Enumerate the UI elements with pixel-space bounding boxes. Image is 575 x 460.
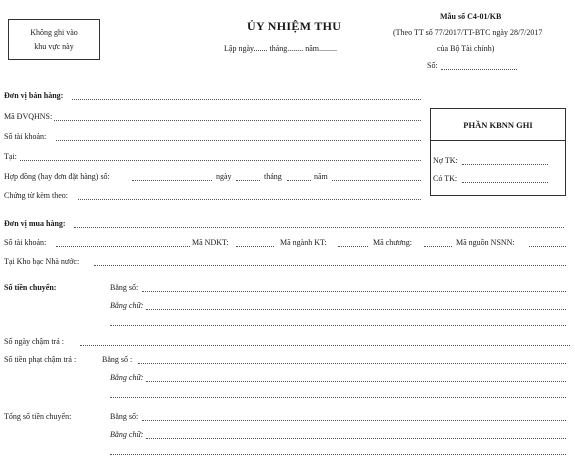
credit-field[interactable] (462, 182, 548, 183)
contract-label: Hợp đồng (hay đơn đặt hàng) số: (4, 172, 110, 181)
contract-year-label: năm (314, 172, 328, 181)
seller-at-label: Tại: (4, 152, 17, 161)
buyer-name-field[interactable] (74, 227, 564, 228)
document-title: ỦY NHIỆM THU (247, 19, 342, 33)
contract-day-label: ngày (216, 172, 232, 181)
total-in-numbers-field[interactable] (142, 420, 566, 421)
chapter-field[interactable] (424, 246, 452, 247)
regulation-ref: (Theo TT số 77/2017/TT-BTC ngày 28/7/2017 (393, 28, 543, 37)
total-transfer-label: Tổng số tiền chuyển: (4, 412, 72, 421)
budget-source-field[interactable] (529, 246, 566, 247)
late-days-label: Số ngày chậm trả : (4, 337, 64, 346)
transfer-in-words-field-2[interactable] (110, 325, 566, 326)
seller-name-field[interactable] (72, 99, 421, 100)
attached-docs-label: Chứng từ kèm theo: (4, 191, 68, 200)
late-penalty-in-words-field[interactable] (146, 381, 566, 382)
transfer-in-numbers-field[interactable] (142, 291, 566, 292)
number-label: Số: (427, 61, 438, 70)
late-penalty-in-numbers-field[interactable] (138, 363, 566, 364)
late-penalty-in-words-label: Bằng chữ: (110, 373, 144, 382)
transfer-in-words-label: Bằng chữ: (110, 301, 144, 310)
total-in-numbers-label: Bằng số: (110, 412, 139, 421)
contract-day-field[interactable] (236, 180, 260, 181)
economic-sector-field[interactable] (338, 246, 368, 247)
credit-label: Có TK: (433, 174, 458, 183)
seller-section-label: Đơn vị bán hàng: (4, 91, 64, 100)
seller-account-field[interactable] (56, 140, 421, 141)
transfer-in-numbers-label: Bằng số: (110, 283, 139, 292)
form-code: Mẫu số C4-01/KB (440, 12, 502, 21)
contract-year-field[interactable] (332, 180, 421, 181)
seller-account-label: Số tài khoản: (4, 132, 47, 141)
treasury-label: Tại Kho bạc Nhà nước: (4, 257, 80, 266)
not-for-writing-line2: khu vực này (34, 42, 74, 51)
total-in-words-field-2[interactable] (110, 454, 566, 455)
attached-docs-field[interactable] (78, 199, 421, 200)
total-in-words-field[interactable] (146, 438, 566, 439)
total-in-words-label: Bằng chữ: (110, 430, 144, 439)
budget-code-label: Mã ĐVQHNS: (4, 112, 53, 121)
late-days-field[interactable] (80, 345, 570, 346)
transfer-in-words-field[interactable] (146, 309, 566, 310)
late-penalty-in-numbers-label: Bằng số : (102, 355, 133, 364)
kbnn-title: PHẦN KBNN GHI (431, 109, 565, 141)
seller-at-field[interactable] (20, 160, 421, 161)
debit-field[interactable] (462, 164, 548, 165)
budget-source-label: Mã nguồn NSNN: (456, 238, 515, 247)
number-field[interactable] (441, 69, 517, 70)
chapter-label: Mã chương: (373, 238, 413, 247)
ndkt-label: Mã NDKT: (192, 238, 229, 247)
not-for-writing-line1: Không ghi vào (30, 28, 78, 37)
buyer-section-label: Đơn vị mua hàng: (4, 219, 66, 228)
debit-label: Nợ TK: (433, 156, 458, 165)
not-for-writing-box (8, 19, 100, 60)
issuer-ref: của Bộ Tài chính) (437, 44, 495, 53)
contract-month-field[interactable] (287, 180, 311, 181)
buyer-account-label: Số tài khoản: (4, 238, 47, 247)
contract-month-label: tháng (264, 172, 282, 181)
budget-code-field[interactable] (54, 120, 421, 121)
contract-number-field[interactable] (132, 180, 212, 181)
buyer-account-field[interactable] (56, 246, 190, 247)
treasury-field[interactable] (94, 265, 566, 266)
late-penalty-label: Số tiền phạt chậm trả : (4, 355, 77, 364)
economic-sector-label: Mã ngành KT: (280, 238, 327, 247)
late-penalty-in-words-field-2[interactable] (110, 397, 566, 398)
date-line: Lập ngày....... tháng........ năm......... (224, 44, 338, 53)
ndkt-field[interactable] (236, 246, 274, 247)
transfer-amount-label: Số tiền chuyển: (4, 283, 57, 292)
